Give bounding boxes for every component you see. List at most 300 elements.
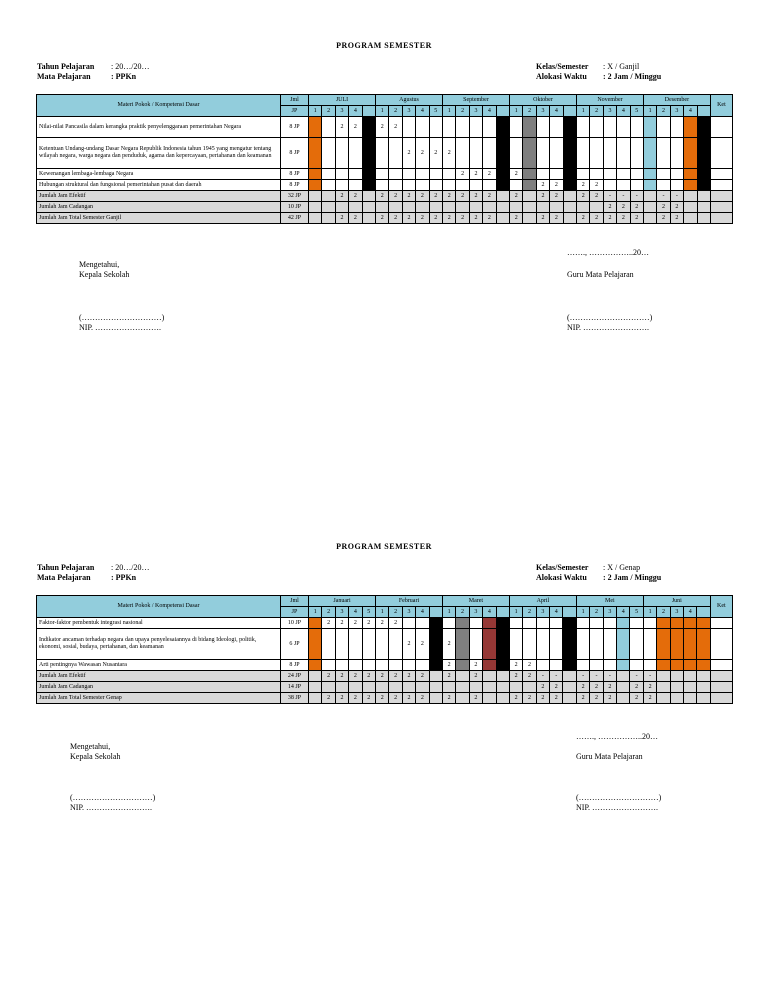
week-cell: 2 [349,671,362,682]
kepsek-label: Kepala Sekolah [79,270,130,279]
week-cell-marked [697,660,710,671]
week-cell [443,180,456,191]
page-title-genap: PROGRAM SEMESTER [336,542,432,551]
week-cell [630,629,643,660]
week-cell [550,138,563,169]
page-title-ganjil: PROGRAM SEMESTER [336,41,432,50]
week-cell [322,629,335,660]
week-cell [670,180,683,191]
week-cell [550,202,563,213]
week-cell [402,682,415,693]
header-week: 3 [536,607,549,618]
week-cell: 2 [442,660,455,671]
week-cell [590,117,603,138]
week-cell-marked [362,191,375,202]
place-date-genap: ……., ……………..20… [576,732,658,741]
week-cell-marked [456,693,469,704]
blank-name-left: (…………………………) [79,313,165,322]
week-cell: 2 [577,191,590,202]
header-week: 4 [416,607,429,618]
week-cell: 2 [617,202,630,213]
program-table-genap [36,595,733,704]
week-cell [710,202,732,213]
week-cell [443,202,456,213]
week-cell-marked [362,169,375,180]
meta-left-ganjil [37,62,149,82]
table-row [37,138,733,169]
week-cell: 2 [550,180,563,191]
week-cell-marked [563,180,576,191]
header-week: 4 [684,607,697,618]
header-ket: Ket [710,596,732,618]
week-cell-marked [563,618,576,629]
week-cell [523,629,536,660]
week-cell [510,202,523,213]
week-cell-marked [697,693,710,704]
week-cell [335,138,348,169]
week-cell: 2 [469,660,482,671]
jp-cell: 10 JP [281,618,309,629]
week-cell: 2 [469,671,482,682]
week-cell: 2 [577,180,590,191]
week-cell [630,117,643,138]
week-cell: 2 [603,213,616,224]
week-cell [710,671,732,682]
week-cell: 2 [550,213,563,224]
week-cell [322,682,335,693]
week-cell-marked [643,117,656,138]
week-cell [416,180,429,191]
mapel-value: : PPKn [111,573,137,582]
sign-left-genap [70,793,155,813]
week-cell: - [603,191,616,202]
week-cell: 2 [590,180,603,191]
week-cell [590,202,603,213]
week-cell: 2 [389,671,402,682]
week-cell [402,117,415,138]
header-week: 1 [577,106,590,117]
week-cell-marked [643,169,656,180]
mengetahui-label: Mengetahui, [79,260,120,269]
meta-right-genap [536,563,661,583]
jp-cell: 42 JP [281,213,309,224]
week-cell [416,202,429,213]
header-month: November [577,95,644,106]
week-cell-marked [429,660,442,671]
week-cell-marked [643,180,656,191]
week-cell [469,180,482,191]
header-month: Januari [309,596,376,607]
header-week [496,607,509,618]
week-cell [617,117,630,138]
header-week: 5 [630,106,643,117]
week-cell [577,169,590,180]
week-cell: 2 [483,191,496,202]
tahun-label: Tahun Pelajaran [37,563,95,572]
week-cell-marked [697,618,710,629]
week-cell: 2 [456,169,469,180]
mapel-label: Mata Pelajaran [37,72,91,81]
week-cell: 2 [349,117,362,138]
week-cell [335,169,348,180]
header-week: 3 [335,607,348,618]
week-cell-marked [563,682,576,693]
week-cell-marked [483,629,496,660]
week-cell [322,202,335,213]
table-row [37,671,733,682]
header-month: Juni [643,596,710,607]
week-cell: - [590,671,603,682]
week-cell: 2 [322,693,335,704]
week-cell-marked [563,169,576,180]
week-cell [322,117,335,138]
week-cell-marked [697,191,710,202]
week-cell: 2 [670,202,683,213]
week-cell: 2 [349,213,362,224]
week-cell-marked [309,191,322,202]
week-cell: 2 [456,191,469,202]
week-cell [469,138,482,169]
week-cell-marked [684,671,697,682]
week-cell-marked [563,671,576,682]
week-cell [576,629,589,660]
week-cell: 2 [550,191,563,202]
week-cell: 2 [335,213,348,224]
week-cell [322,169,335,180]
week-cell: 2 [510,169,523,180]
week-cell: 2 [536,682,549,693]
header-month: Desember [643,95,710,106]
header-week [697,106,710,117]
week-cell [536,618,549,629]
materi-cell: Jumlah Jam Efektif [37,671,281,682]
week-cell-marked [657,618,670,629]
header-week: 4 [349,106,362,117]
week-cell [509,629,522,660]
header-week: 2 [322,607,335,618]
mengetahui-genap [70,742,120,762]
mapel-value: : PPKn [111,72,137,81]
week-cell [349,660,362,671]
header-week: 4 [617,106,630,117]
week-cell: 2 [536,693,549,704]
week-cell: 2 [657,213,670,224]
week-cell [710,618,732,629]
header-week: 3 [402,607,415,618]
table-row [37,169,733,180]
week-cell: 2 [402,693,415,704]
week-cell-marked [483,671,496,682]
jp-cell: 38 JP [281,693,309,704]
materi-cell: Arti pentingnya Wawasan Nusantara [37,660,281,671]
week-cell [442,682,455,693]
table-row [37,191,733,202]
mapel-label: Mata Pelajaran [37,573,91,582]
week-cell: - [657,191,670,202]
week-cell [483,117,496,138]
week-cell [456,180,469,191]
week-cell [389,138,402,169]
guru-label-ganjil: Guru Mata Pelajaran [567,270,634,279]
week-cell-marked [657,629,670,660]
week-cell: 2 [657,202,670,213]
week-cell [710,180,732,191]
jp-cell: 8 JP [281,169,309,180]
header-week: 1 [309,607,322,618]
week-cell-marked [456,629,469,660]
week-cell [389,202,402,213]
jp-cell: 10 JP [281,202,309,213]
week-cell-marked [362,117,375,138]
header-month: September [443,95,510,106]
nip-right: NIP. ……………………. [576,803,659,812]
week-cell [456,202,469,213]
materi-cell: Jumlah Jam Cadangan [37,202,281,213]
week-cell: 2 [523,660,536,671]
header-week: 2 [456,607,469,618]
week-cell [322,191,335,202]
week-cell [510,180,523,191]
week-cell [349,169,362,180]
header-month: JULI [309,95,376,106]
week-cell [577,202,590,213]
week-cell [429,202,442,213]
week-cell: - [670,191,683,202]
week-cell [630,180,643,191]
week-cell: 2 [335,191,348,202]
header-week: 1 [442,607,455,618]
jp-cell: 24 JP [281,671,309,682]
week-cell [510,117,523,138]
week-cell: 2 [402,191,415,202]
week-cell: 2 [630,213,643,224]
header-week: 2 [456,106,469,117]
header-week: 2 [389,607,402,618]
week-cell: - [576,671,589,682]
week-cell [429,180,442,191]
week-cell [376,660,389,671]
week-cell-marked [697,169,710,180]
header-week: 4 [617,607,630,618]
week-cell-marked [429,629,442,660]
week-cell: 2 [402,138,415,169]
week-cell [576,660,589,671]
kepsek-label: Kepala Sekolah [70,752,121,761]
header-week: 1 [509,607,522,618]
materi-cell: Jumlah Jam Efektif [37,191,281,202]
header-week: 1 [443,106,456,117]
header-week: 3 [603,106,616,117]
week-cell [657,138,670,169]
week-cell-marked [456,618,469,629]
header-week: 4 [550,106,563,117]
header-week: 5 [429,106,442,117]
week-cell-marked [523,191,536,202]
week-cell-marked [657,693,670,704]
week-cell-marked [309,660,322,671]
week-cell-marked [456,660,469,671]
materi-cell: Faktor-faktor pembentuk integrasi nasional [37,618,281,629]
week-cell: - [603,671,616,682]
week-cell [657,169,670,180]
week-cell [510,138,523,169]
week-cell [416,169,429,180]
week-cell: 2 [456,213,469,224]
week-cell-marked [309,117,322,138]
week-cell-marked [483,618,496,629]
materi-cell: Jumlah Jam Total Semester Genap [37,693,281,704]
week-cell: - [630,671,643,682]
week-cell [670,138,683,169]
materi-cell: Nilai-nilai Pancasila dalam kerangka praktik penyelenggaraan pemerintahan Negara [37,117,281,138]
week-cell [389,169,402,180]
week-cell: 2 [469,169,482,180]
week-cell-marked [496,671,509,682]
week-cell-marked [617,671,630,682]
week-cell: 2 [402,671,415,682]
materi-cell: Jumlah Jam Cadangan [37,682,281,693]
week-cell: 2 [416,213,429,224]
kelas-label: Kelas/Semester [536,563,589,572]
week-cell [389,180,402,191]
week-cell-marked [362,138,375,169]
week-cell: 2 [550,693,563,704]
week-cell [469,117,482,138]
week-cell [643,618,656,629]
week-cell [442,618,455,629]
header-week [563,106,576,117]
header-jml: Jml [281,95,309,106]
week-cell-marked [697,117,710,138]
week-cell-marked [670,682,683,693]
week-cell [643,660,656,671]
header-week [697,607,710,618]
week-cell-marked [362,180,375,191]
week-cell-marked [496,202,509,213]
materi-cell: Hubungan struktural dan fungsional pemerintahan pusat dan daerah [37,180,281,191]
week-cell [389,629,402,660]
week-cell-marked [496,138,509,169]
week-cell-marked [643,202,656,213]
week-cell [509,682,522,693]
week-cell [429,169,442,180]
week-cell [349,202,362,213]
header-jp: JP [281,106,309,117]
alokasi-value: : 2 Jam / Minggu [603,573,662,582]
week-cell [576,618,589,629]
nip-left: NIP. ……………………. [79,323,162,332]
header-week [429,607,442,618]
week-cell-marked [483,660,496,671]
week-cell-marked [523,213,536,224]
week-cell: 2 [577,213,590,224]
week-cell [590,660,603,671]
week-cell-marked [697,671,710,682]
header-week: 2 [590,607,603,618]
header-week: 1 [376,106,389,117]
header-ket: Ket [710,95,732,117]
week-cell: 2 [643,682,656,693]
week-cell [577,117,590,138]
header-week: 1 [510,106,523,117]
week-cell-marked [309,618,322,629]
week-cell [322,213,335,224]
week-cell [389,682,402,693]
week-cell: 2 [389,213,402,224]
week-cell: 2 [349,693,362,704]
week-cell [603,618,616,629]
week-cell-marked [643,138,656,169]
week-cell-marked [617,682,630,693]
week-cell: 2 [630,682,643,693]
week-cell: 2 [469,213,482,224]
week-cell [657,180,670,191]
meta-left-genap [37,563,149,583]
week-cell: 2 [376,191,389,202]
week-cell-marked [523,138,536,169]
week-cell: 2 [376,213,389,224]
week-cell [710,117,732,138]
week-cell [402,202,415,213]
week-cell-marked [643,191,656,202]
week-cell [443,117,456,138]
week-cell [362,629,375,660]
tahun-label: Tahun Pelajaran [37,62,95,71]
nip-right: NIP. ……………………. [567,323,650,332]
week-cell: 2 [442,671,455,682]
materi-cell: Ketentuan Undang-undang Dasar Negara Republik Indonesia tahun 1945 yang mengatur tentang wilayah negara, warga negara dan penduduk, agama dan kepercayaan, pertahanan dan keamanan [37,138,281,169]
week-cell-marked [563,693,576,704]
week-cell [335,202,348,213]
week-cell: 2 [335,117,348,138]
week-cell: 2 [469,693,482,704]
week-cell: 2 [376,671,389,682]
week-cell [523,682,536,693]
week-cell [550,618,563,629]
alokasi-label: Alokasi Waktu [536,573,587,582]
header-week: 2 [523,106,536,117]
week-cell [536,629,549,660]
week-cell-marked [496,693,509,704]
week-cell [402,618,415,629]
week-cell-marked [429,618,442,629]
week-cell [376,180,389,191]
week-cell-marked [309,682,322,693]
week-cell: 2 [429,213,442,224]
jp-cell: 8 JP [281,660,309,671]
week-cell: 2 [643,693,656,704]
header-week: 3 [670,607,683,618]
header-week: 3 [670,106,683,117]
week-cell: 2 [670,213,683,224]
week-cell: 2 [590,682,603,693]
week-cell: 2 [389,693,402,704]
week-cell-marked [657,660,670,671]
week-cell [416,682,429,693]
week-cell-marked [684,682,697,693]
week-cell [376,682,389,693]
kelas-label: Kelas/Semester [536,62,589,71]
week-cell [483,202,496,213]
header-week: 4 [416,106,429,117]
week-cell: 2 [416,191,429,202]
week-cell: 2 [509,671,522,682]
week-cell: 2 [510,213,523,224]
week-cell-marked [684,213,697,224]
week-cell: 2 [349,191,362,202]
week-cell: 2 [617,213,630,224]
week-cell-marked [684,202,697,213]
